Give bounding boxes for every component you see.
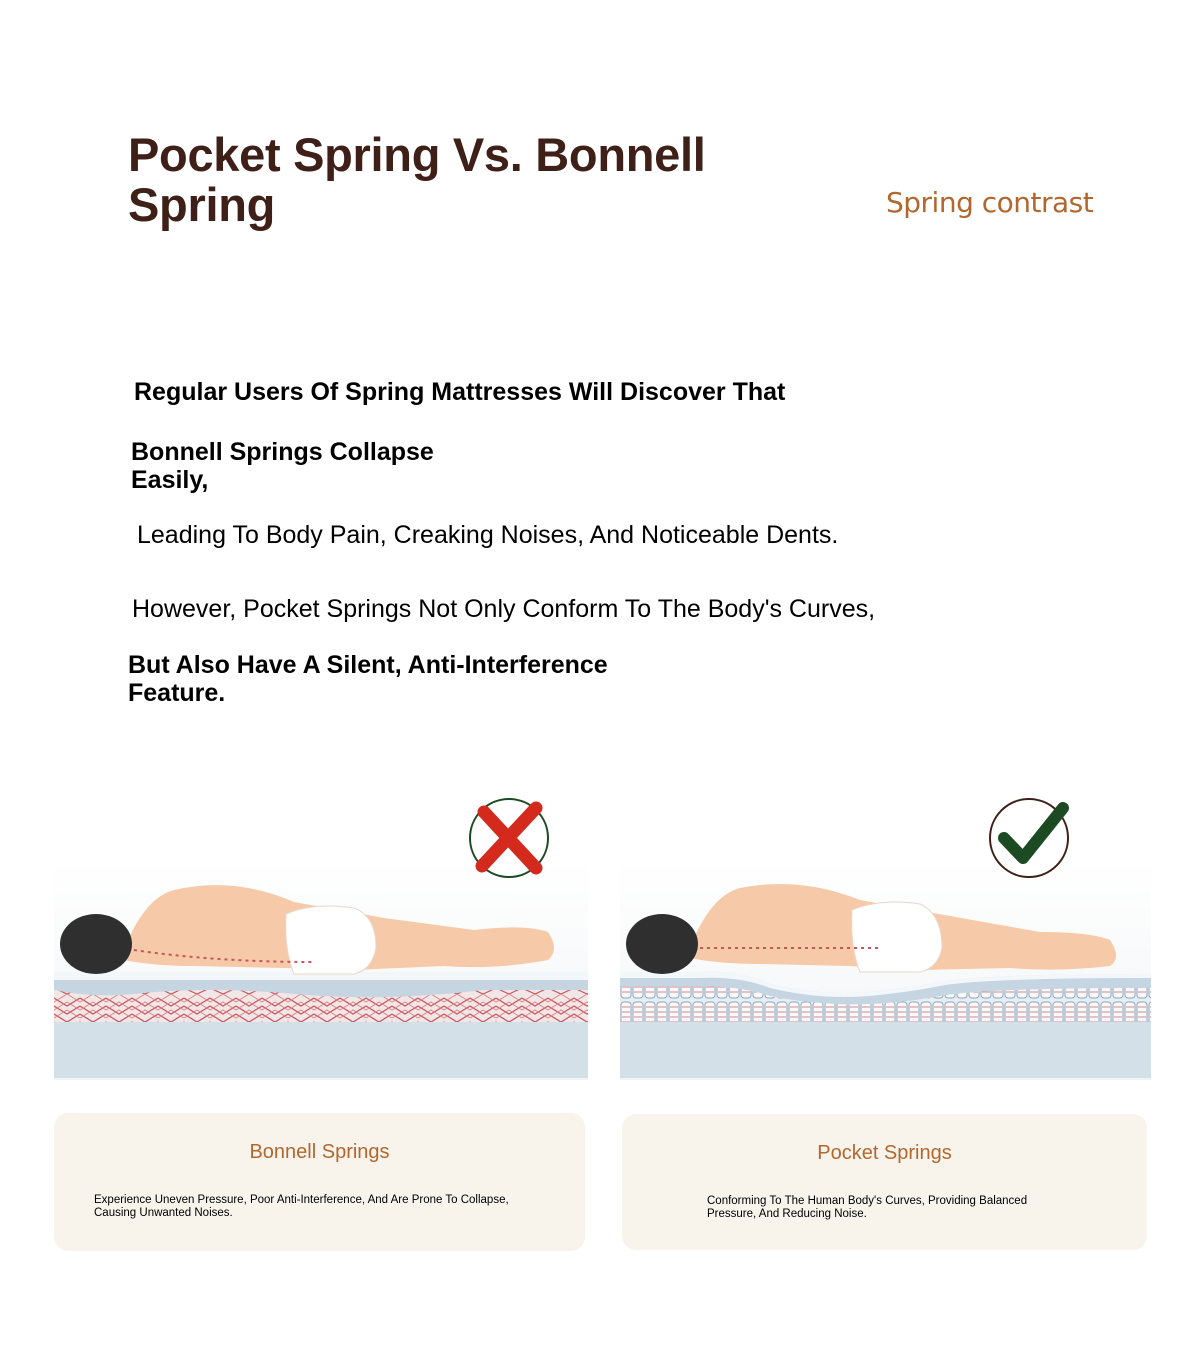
bonnell-mattress-illustration [54, 790, 588, 1080]
pocket-card-title: Pocket Springs [817, 1142, 952, 1164]
mattress-base [54, 1018, 588, 1078]
bonnell-card-title: Bonnell Springs [249, 1141, 390, 1163]
bonnell-illustration [54, 790, 588, 1080]
bonnell-card [54, 1113, 585, 1251]
page-subtitle: Spring contrast [886, 186, 1094, 219]
mattress-base [620, 1016, 1151, 1078]
intro-line-1: Regular Users Of Spring Mattresses Will Discover That [134, 378, 786, 406]
pocket-mattress-illustration [620, 790, 1151, 1080]
page-title: Pocket Spring Vs. Bonnell Spring [128, 128, 706, 231]
pocket-illustration [620, 790, 1151, 1080]
pocket-card-description: Conforming To The Human Body's Curves, Providing Balanced Pressure, And Reducing Noise. [707, 1195, 1028, 1220]
intro-line-5: But Also Have A Silent, Anti-Interference Feature. [128, 651, 608, 707]
check-icon [990, 799, 1068, 877]
bonnell-card-description: Experience Uneven Pressure, Poor Anti-Interference, And Are Prone To Collapse, Causing Unwanted Noises. [94, 1194, 509, 1219]
cross-icon [470, 799, 548, 877]
intro-line-3: Leading To Body Pain, Creaking Noises, And Noticeable Dents. [137, 521, 839, 549]
pocket-card [622, 1114, 1147, 1250]
intro-line-4: However, Pocket Springs Not Only Conform To The Body's Curves, [132, 595, 876, 623]
intro-line-2: Bonnell Springs Collapse Easily, [131, 438, 434, 494]
